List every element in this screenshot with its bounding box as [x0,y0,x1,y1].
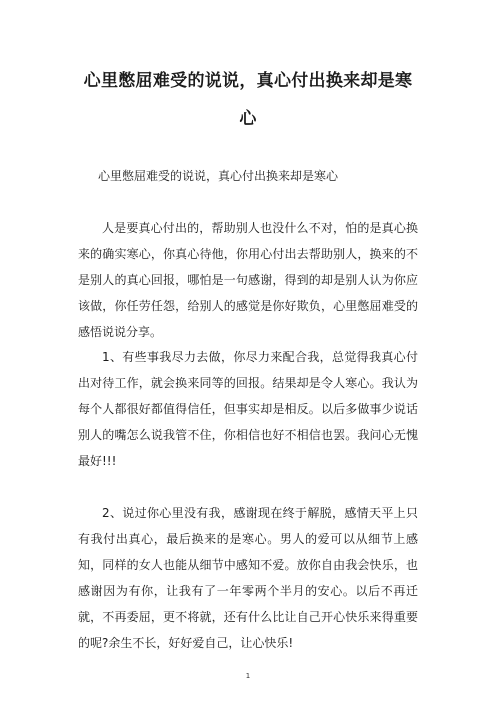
document-title: 心里憋屈难受的说说，真心付出换来却是寒心 [83,71,413,129]
paragraph-intro: 人是要真心付出的，帮助别人也没什么不对，怕的是真心换来的确实寒心，你真心待他，你用心付出去帮助别人，换来的不是别人的真心回报，哪怕是一句感谢，得到的却是别人认为你应该做，你任劳任怨，给别人的感觉是你好欺负，心里憋屈难受的感悟说说分享。 [78,221,418,339]
paragraph-item-2: 2、说过你心里没有我，感谢现在终于解脱，感情天平上只有我付出真心，最后换来的是寒心。男人的爱可以从细节上感知，同样的女人也能从细节中感知不爱。放你自由我会快乐，也感谢因为有你，让我有了一年零两个半月的安心。以后不再迁就，不再委屈，更不将就，还有什么比让自己开心快乐来得重要的呢?余生不长，好好爱自己，让心快乐! [78,506,418,650]
page-number: 1 [245,672,251,680]
document-subtitle: 心里憋屈难受的说说，真心付出换来却是寒心 [98,169,339,183]
paragraph-item-1: 1、有些事我尽力去做，你尽力来配合我，总觉得我真心付出对待工作，就会换来同等的回报。结果却是令人寒心。我认为每个人都很好都值得信任，但事实却是相反。以后多做事少说话别人的嘴怎么说我管不住，你相信也好不相信也罢。我问心无愧最好!!! [78,350,418,468]
